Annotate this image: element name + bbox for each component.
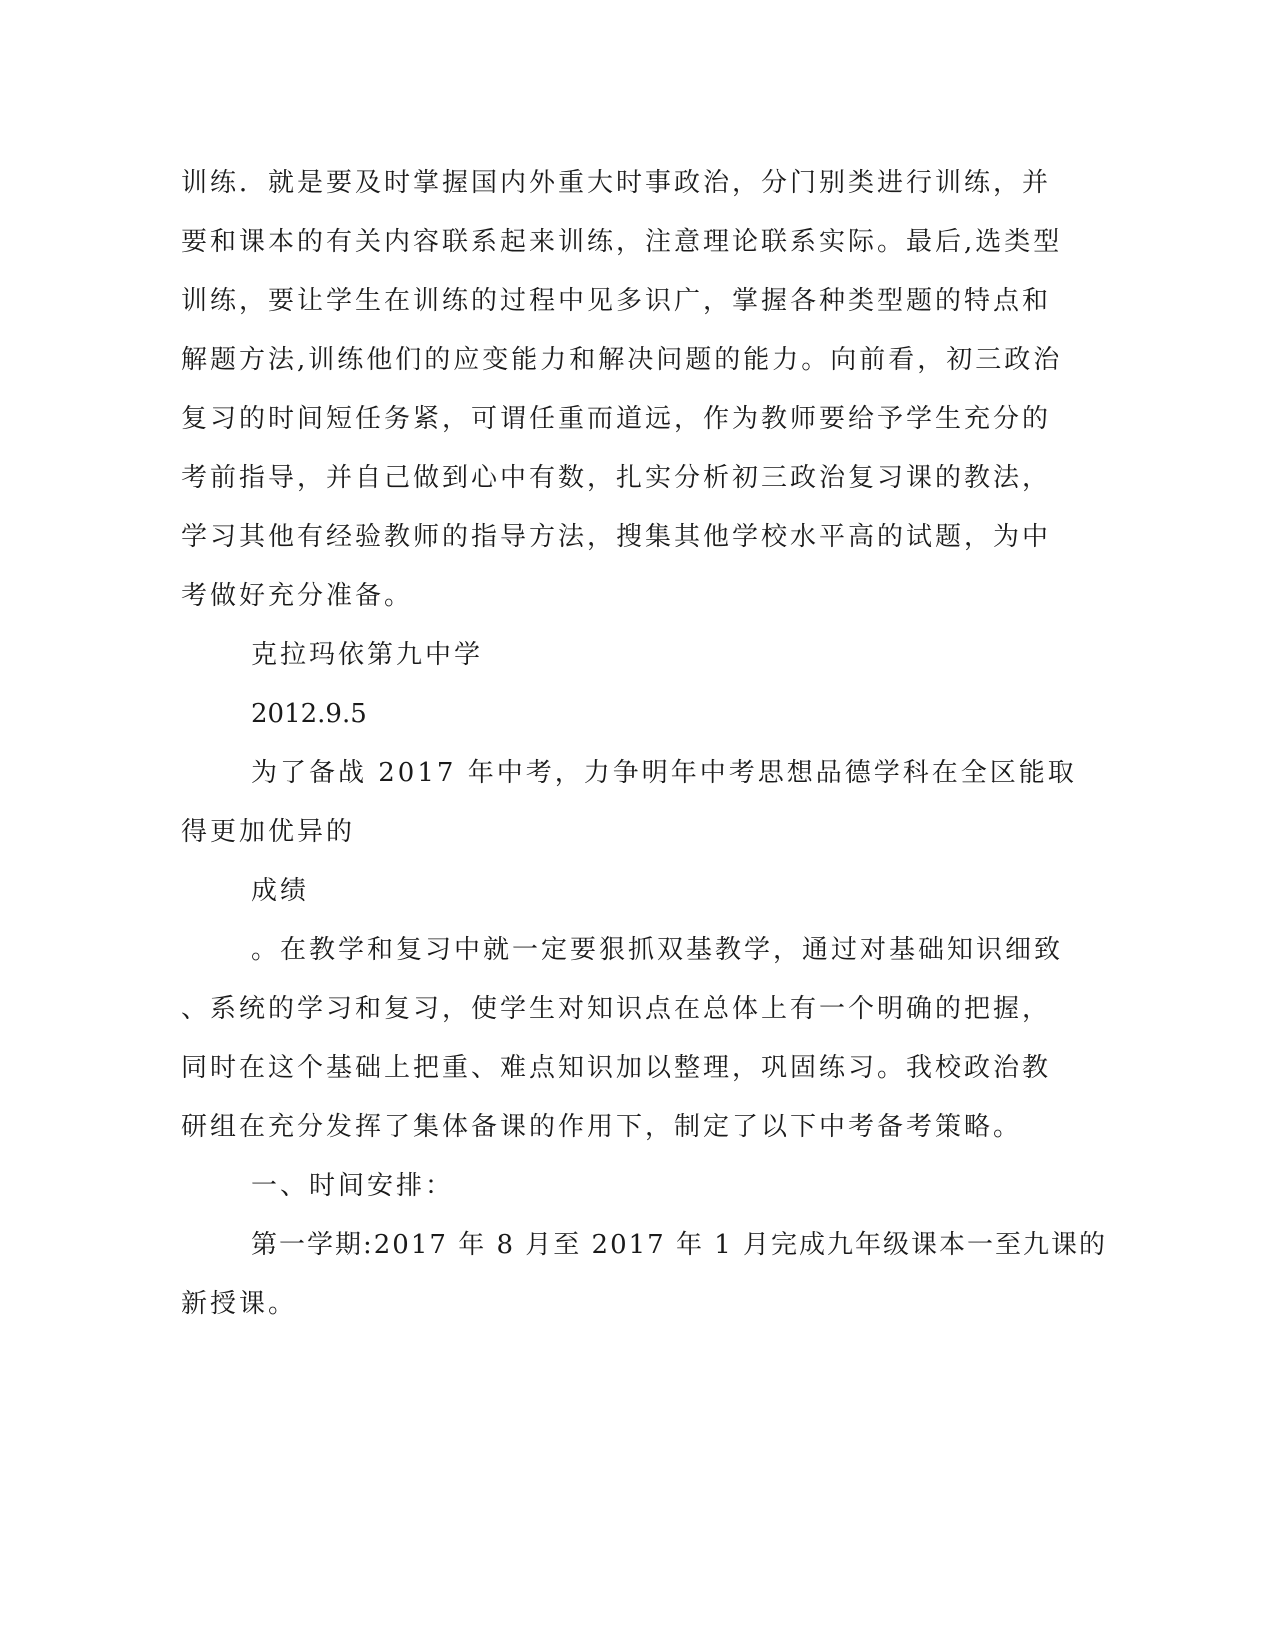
text-line: 为了备战 2017 年中考，力争明年中考思想品德学科在全区能取 [251,758,1077,788]
text-line: 、系统的学习和复习，使学生对知识点在总体上有一个明确的把握， [181,994,1052,1024]
text-line: 新授课。 [181,1289,298,1319]
text-line: 要和课本的有关内容联系起来训练，注意理论联系实际。最后,选类型 [181,227,1063,257]
text-line: 研组在充分发挥了集体备课的作用下，制定了以下中考备考策略。 [181,1112,1023,1142]
text-line: 成绩 [251,876,310,906]
text-line: 第一学期:2017 年 8 月至 2017 年 1 月完成九年级课本一至九课的 [251,1230,1108,1260]
text-line: 学习其他有经验教师的指导方法，搜集其他学校水平高的试题，为中 [181,522,1052,552]
text-line: 复习的时间短任务紧，可谓任重而道远，作为教师要给予学生充分的 [181,404,1052,434]
date: 2012.9.5 [251,699,367,729]
text-line: 。在教学和复习中就一定要狠抓双基教学，通过对基础知识细致 [251,935,1064,965]
section-heading: 一、时间安排： [251,1171,455,1201]
text-line: 训练，要让学生在训练的过程中见多识广，掌握各种类型题的特点和 [181,286,1052,316]
text-line: 训练．就是要及时掌握国内外重大时事政治，分门别类进行训练，并 [181,168,1052,198]
school-name: 克拉玛依第九中学 [251,640,484,670]
text-line: 同时在这个基础上把重、难点知识加以整理，巩固练习。我校政治教 [181,1053,1052,1083]
text-line: 考做好充分准备。 [181,581,414,611]
text-line: 得更加优异的 [181,817,356,847]
text-line: 考前指导，并自己做到心中有数，扎实分析初三政治复习课的教法， [181,463,1052,493]
text-line: 解题方法,训练他们的应变能力和解决问题的能力。向前看，初三政治 [181,345,1063,375]
